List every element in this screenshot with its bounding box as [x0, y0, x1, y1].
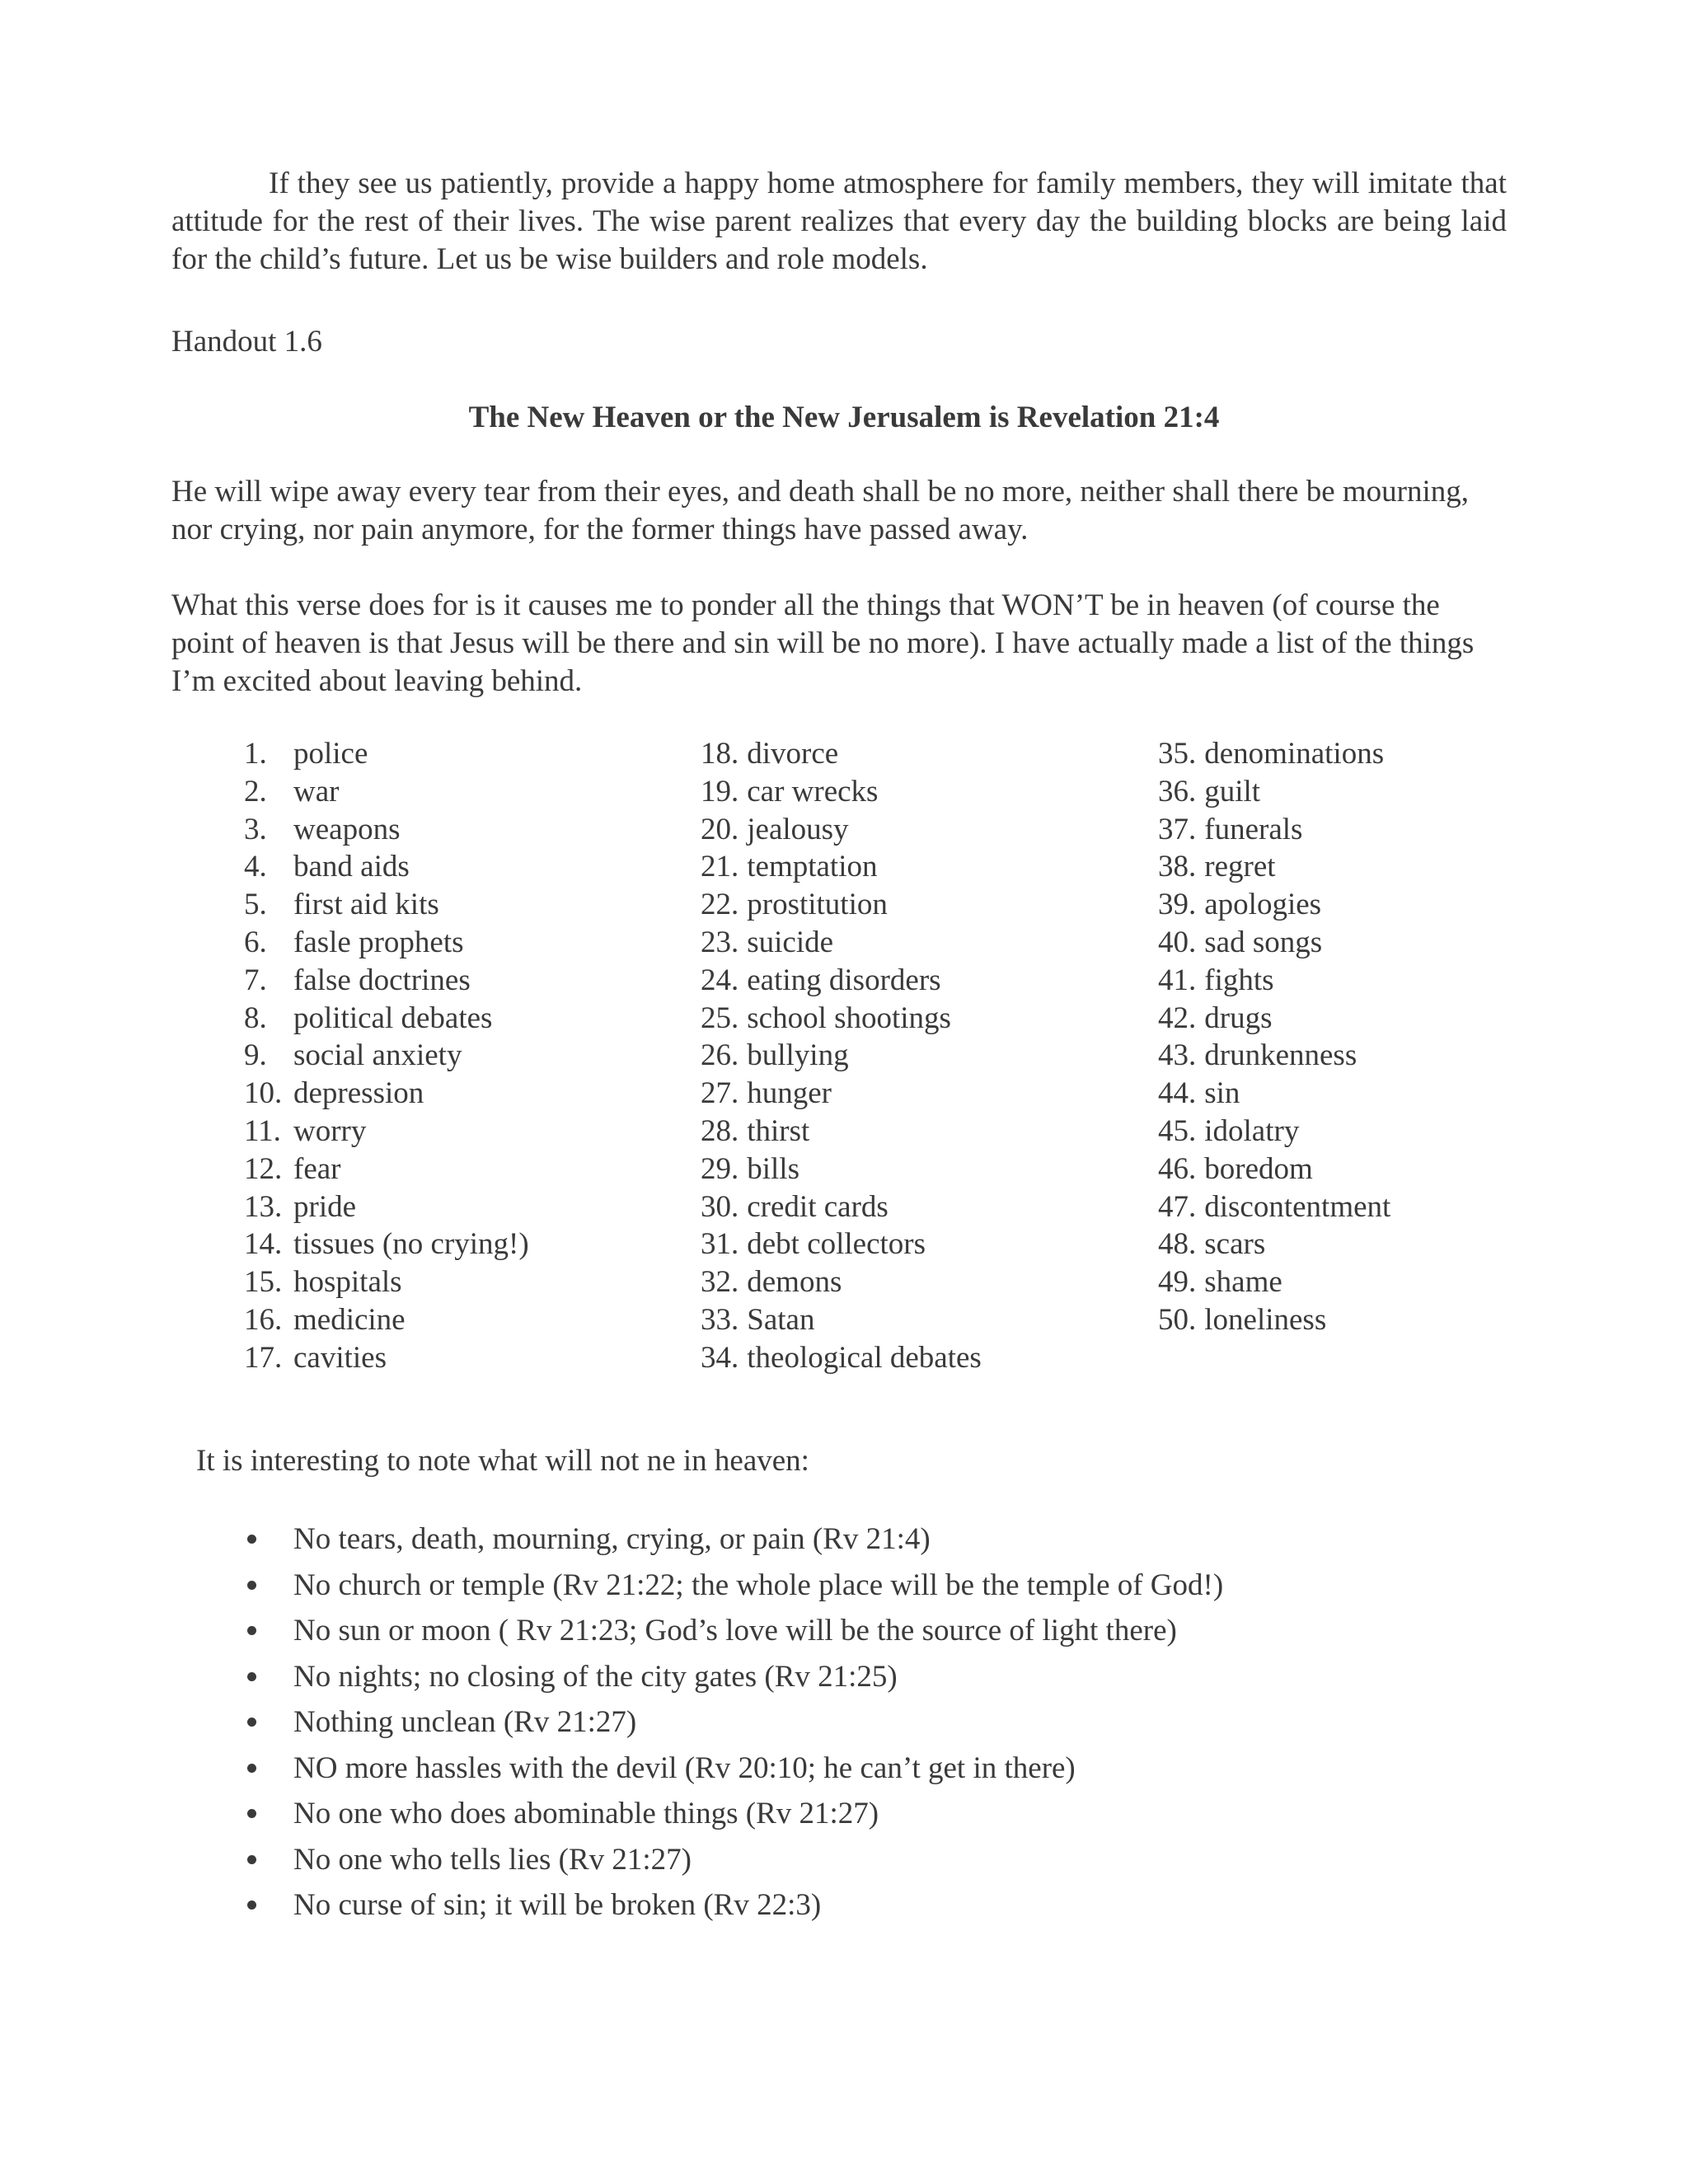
list-item-text: idolatry	[1204, 1113, 1300, 1148]
intro-paragraph: If they see us patiently, provide a happy home atmosphere for family members, they will imitate that attitude for the rest of their lives. The wise parent realizes that every day the building blocks are being laid for the child’s future. Let us be wise builders and role models.	[171, 166, 1507, 276]
list-item	[1158, 886, 1390, 924]
list-item	[244, 1075, 529, 1113]
bullet-item	[244, 1608, 1223, 1654]
list-item-number: 7.	[244, 963, 267, 997]
list-item	[701, 848, 982, 886]
list-item-number: 25.	[701, 1001, 739, 1035]
list-item-number: 28.	[701, 1113, 739, 1148]
bullet-text: Nothing unclean (Rv 21:27)	[293, 1705, 637, 1739]
bullet-list	[244, 1516, 1223, 1929]
list-item-text: eating disorders	[747, 963, 941, 997]
list-item	[701, 1226, 982, 1263]
list-item-number: 14.	[244, 1227, 283, 1262]
list-item-text: sad songs	[1204, 925, 1323, 959]
list-item-number: 8.	[244, 1001, 267, 1035]
list-item	[1158, 811, 1390, 849]
list-item-text: debt collectors	[747, 1227, 926, 1262]
list-item-text: fear	[293, 1151, 341, 1186]
list-item-text: discontentment	[1204, 1189, 1391, 1224]
bullet-item	[244, 1746, 1223, 1792]
list-item	[1158, 1263, 1390, 1301]
list-item-text: band aids	[293, 850, 410, 884]
bullet-item	[244, 1563, 1223, 1609]
bullet-dot-icon	[247, 1809, 256, 1818]
list-item-text: demons	[747, 1265, 842, 1300]
list-item-text: school shootings	[747, 1001, 951, 1035]
list-item-number: 26.	[701, 1038, 739, 1073]
list-item	[244, 1339, 529, 1377]
list-item-number: 41.	[1158, 963, 1197, 997]
list-item	[701, 924, 982, 962]
list-item	[1158, 1151, 1390, 1188]
bullet-text: No curse of sin; it will be broken (Rv 22:3)	[293, 1888, 822, 1922]
bullet-dot-icon	[247, 1581, 256, 1590]
list-item	[244, 1037, 529, 1075]
list-item-text: fasle prophets	[293, 925, 464, 959]
list-item-number: 33.	[701, 1302, 739, 1337]
list-item-number: 39.	[1158, 888, 1197, 922]
bullet-text: No tears, death, mourning, crying, or pain (Rv 21:4)	[293, 1522, 931, 1556]
list-item-text: suicide	[747, 925, 834, 959]
list-item-number: 37.	[1158, 812, 1197, 846]
list-column-1	[244, 735, 529, 1377]
list-item-text: car wrecks	[747, 774, 879, 808]
list-item	[244, 1151, 529, 1188]
bullet-text: No nights; no closing of the city gates (Rv 21:25)	[293, 1659, 898, 1694]
list-item-number: 40.	[1158, 925, 1197, 959]
list-item-number: 49.	[1158, 1265, 1197, 1300]
list-item-number: 21.	[701, 850, 739, 884]
list-item	[1158, 1037, 1390, 1075]
list-column-3	[1158, 735, 1390, 1339]
list-item-text: apologies	[1204, 888, 1322, 922]
list-item	[244, 848, 529, 886]
list-item-number: 11.	[244, 1113, 281, 1148]
list-item-number: 10.	[244, 1076, 283, 1111]
bullet-text: No sun or moon ( Rv 21:23; God’s love will be the source of light there)	[293, 1614, 1177, 1647]
list-item-number: 45.	[1158, 1113, 1197, 1148]
list-item-number: 43.	[1158, 1038, 1197, 1073]
list-item	[701, 1263, 982, 1301]
list-item-number: 29.	[701, 1151, 739, 1186]
list-item-text: prostitution	[747, 888, 888, 922]
bullet-item	[244, 1882, 1223, 1929]
list-item-number: 9.	[244, 1038, 267, 1073]
bullet-item	[244, 1837, 1223, 1883]
list-item-text: first aid kits	[293, 888, 439, 922]
list-item	[244, 1263, 529, 1301]
list-item-number: 12.	[244, 1151, 283, 1186]
list-item	[701, 886, 982, 924]
list-item	[244, 962, 529, 1000]
list-item-number: 30.	[701, 1189, 739, 1224]
bullet-dot-icon	[247, 1672, 256, 1681]
list-item-text: political debates	[293, 1001, 493, 1035]
list-item-number: 13.	[244, 1189, 283, 1224]
list-item	[701, 1188, 982, 1226]
bullet-dot-icon	[247, 1900, 256, 1910]
list-item-text: funerals	[1204, 812, 1303, 846]
list-item-text: weapons	[293, 812, 401, 846]
bullet-text: No one who tells lies (Rv 21:27)	[293, 1842, 692, 1877]
list-item	[701, 773, 982, 811]
list-item-text: tissues (no crying!)	[293, 1227, 529, 1262]
list-item-text: denominations	[1204, 737, 1385, 771]
list-item-number: 18.	[701, 737, 739, 771]
list-item-text: thirst	[747, 1113, 810, 1148]
list-item-text: guilt	[1204, 774, 1261, 808]
bullet-item	[244, 1791, 1223, 1837]
list-item-number: 16.	[244, 1302, 283, 1337]
list-item-number: 17.	[244, 1340, 283, 1375]
list-item	[701, 962, 982, 1000]
list-item	[701, 735, 982, 773]
list-item-text: false doctrines	[293, 963, 471, 997]
list-item-number: 36.	[1158, 774, 1197, 808]
list-item	[1158, 1113, 1390, 1151]
list-item-text: hunger	[747, 1076, 832, 1111]
bullet-item	[244, 1654, 1223, 1700]
list-item	[701, 1113, 982, 1151]
bullet-dot-icon	[247, 1855, 256, 1864]
list-item-text: pride	[293, 1189, 357, 1224]
intro-section	[171, 165, 1507, 279]
list-item-number: 2.	[244, 774, 267, 808]
list-item	[1158, 1000, 1390, 1038]
verse-paragraph: He will wipe away every tear from their eyes, and death shall be no more, neither shall there be mourning, nor crying, nor pain anymore, for the former things have passed away.	[171, 475, 1469, 546]
list-item	[244, 811, 529, 849]
list-item-text: worry	[293, 1113, 367, 1148]
bullet-dot-icon	[247, 1535, 256, 1544]
list-item-number: 23.	[701, 925, 739, 959]
list-item-text: Satan	[747, 1302, 815, 1337]
bullet-dot-icon	[247, 1718, 256, 1727]
list-item	[244, 924, 529, 962]
list-item-text: jealousy	[747, 812, 849, 846]
list-item-text: drugs	[1204, 1001, 1273, 1035]
list-item-number: 48.	[1158, 1227, 1197, 1262]
list-item-text: temptation	[747, 850, 878, 884]
list-item-number: 38.	[1158, 850, 1197, 884]
list-item-text: hospitals	[293, 1265, 402, 1300]
list-item	[701, 811, 982, 849]
list-item	[1158, 848, 1390, 886]
list-item	[701, 1075, 982, 1113]
list-item-number: 34.	[701, 1340, 739, 1375]
list-item-text: theological debates	[747, 1340, 982, 1375]
list-item-number: 47.	[1158, 1189, 1197, 1224]
list-item	[1158, 773, 1390, 811]
list-item-number: 50.	[1158, 1302, 1197, 1337]
list-item-text: bills	[747, 1151, 799, 1186]
list-item-text: social anxiety	[293, 1038, 462, 1073]
list-item-text: scars	[1204, 1227, 1266, 1262]
list-item	[244, 1188, 529, 1226]
bullet-text: NO more hassles with the devil (Rv 20:10; he can’t get in there)	[293, 1750, 1076, 1785]
reflection-paragraph: What this verse does for is it causes me to ponder all the things that WON’T be in heaven (of course the point of heaven is that Jesus will be there and sin will be no more). I have actually made a list of the things I’m excited about leaving behind.	[171, 588, 1475, 698]
list-item-number: 15.	[244, 1265, 283, 1300]
list-item-text: boredom	[1204, 1151, 1313, 1186]
list-item	[701, 1037, 982, 1075]
list-item-number: 22.	[701, 888, 739, 922]
list-item-text: regret	[1204, 850, 1276, 884]
list-item	[244, 886, 529, 924]
list-item-text: medicine	[293, 1302, 406, 1337]
list-item-number: 6.	[244, 925, 267, 959]
list-item	[244, 735, 529, 773]
list-item	[1158, 1188, 1390, 1226]
list-item-text: loneliness	[1204, 1302, 1327, 1337]
list-item	[701, 1339, 982, 1377]
bullet-item	[244, 1699, 1223, 1746]
list-item-text: fights	[1204, 963, 1274, 997]
list-item-number: 46.	[1158, 1151, 1197, 1186]
list-item-text: bullying	[747, 1038, 849, 1073]
list-item-number: 19.	[701, 774, 739, 808]
list-column-2	[701, 735, 982, 1377]
page-title: The New Heaven or the New Jerusalem is Revelation 21:4	[468, 401, 1220, 434]
list-item-text: police	[293, 737, 368, 771]
list-item-number: 4.	[244, 850, 267, 884]
list-item-number: 35.	[1158, 737, 1197, 771]
list-item-number: 24.	[701, 963, 739, 997]
list-item	[244, 773, 529, 811]
list-item	[1158, 924, 1390, 962]
list-item-number: 5.	[244, 888, 267, 922]
list-item	[701, 1000, 982, 1038]
bullet-dot-icon	[247, 1764, 256, 1773]
list-item-number: 32.	[701, 1265, 739, 1300]
list-item-number: 20.	[701, 812, 739, 846]
list-item	[244, 1000, 529, 1038]
list-item-number: 1.	[244, 737, 267, 771]
bullet-text: No one who does abominable things (Rv 21:27)	[293, 1797, 879, 1830]
bullet-text: No church or temple (Rv 21:22; the whole place will be the temple of God!)	[293, 1568, 1224, 1602]
list-item-number: 44.	[1158, 1076, 1197, 1111]
list-item-text: depression	[293, 1076, 424, 1111]
list-item	[1158, 1226, 1390, 1263]
note-intro: It is interesting to note what will not ne in heaven:	[196, 1444, 809, 1478]
list-item-number: 27.	[701, 1076, 739, 1111]
list-item-text: divorce	[747, 737, 839, 771]
list-item-number: 3.	[244, 812, 267, 846]
bullet-dot-icon	[247, 1626, 256, 1635]
bullet-item	[244, 1516, 1223, 1563]
list-item	[1158, 1301, 1390, 1339]
list-item-text: drunkenness	[1204, 1038, 1357, 1073]
list-item-text: war	[293, 774, 340, 808]
list-item	[1158, 735, 1390, 773]
list-item	[244, 1113, 529, 1151]
list-item	[701, 1151, 982, 1188]
list-item	[1158, 962, 1390, 1000]
list-item-number: 31.	[701, 1227, 739, 1262]
list-item	[244, 1301, 529, 1339]
list-item-text: cavities	[293, 1340, 387, 1375]
list-item-text: sin	[1204, 1076, 1240, 1111]
handout-label: Handout 1.6	[171, 325, 322, 359]
list-item-text: credit cards	[747, 1189, 889, 1224]
list-item-number: 42.	[1158, 1001, 1197, 1035]
list-item-text: shame	[1204, 1265, 1282, 1300]
list-item	[1158, 1075, 1390, 1113]
list-item	[701, 1301, 982, 1339]
list-item	[244, 1226, 529, 1263]
